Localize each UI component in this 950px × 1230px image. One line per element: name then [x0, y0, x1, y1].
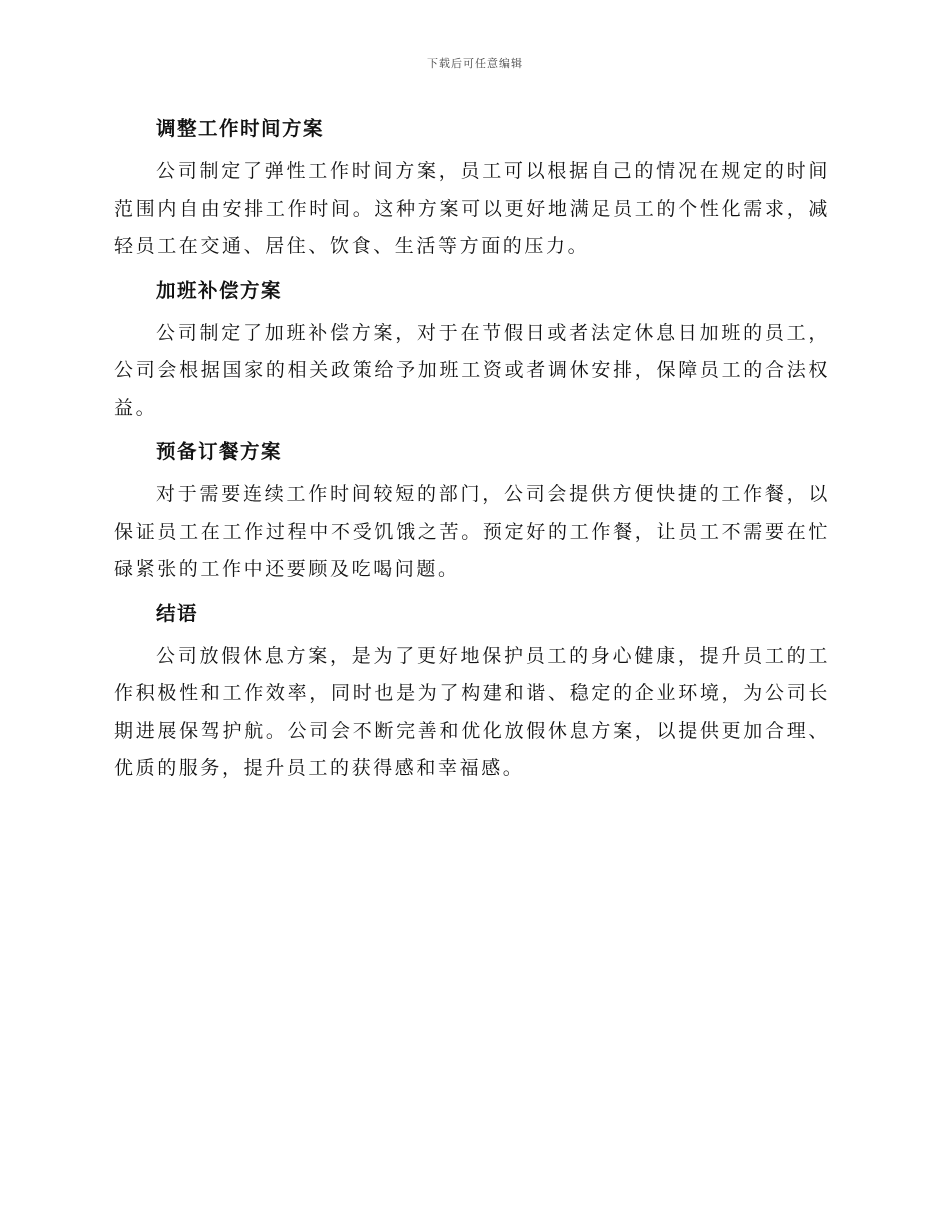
section-paragraph: 公司制定了弹性工作时间方案，员工可以根据自己的情况在规定的时间范围内自由安排工作时间。这种方案可以更好地满足员工的个性化需求，减轻员工在交通、居住、饮食、生活等方面的压力。: [114, 160, 830, 257]
section-title: 预备订餐方案: [156, 440, 283, 463]
section-title: 调整工作时间方案: [156, 117, 325, 140]
section-work-time: [114, 110, 830, 266]
section-paragraph: 公司放假休息方案，是为了更好地保护员工的身心健康，提升员工的工作积极性和工作效率，同时也是为了构建和谐、稳定的企业环境，为公司长期进展保驾护航。公司会不断完善和优化放假休息方案，以提供更加合理、优质的服务，提升员工的获得感和幸福感。: [114, 644, 830, 779]
header-note: 下载后可任意编辑: [427, 57, 523, 70]
section-title: 加班补偿方案: [156, 278, 283, 302]
section-meal: [114, 433, 830, 589]
section-conclusion: [114, 595, 830, 788]
section-paragraph: 对于需要连续工作时间较短的部门，公司会提供方便快捷的工作餐，以保证员工在工作过程中不受饥饿之苦。预定好的工作餐，让员工不需要在忙碌紧张的工作中还要顾及吃喝问题。: [114, 483, 830, 580]
section-overtime: [114, 272, 830, 428]
section-title: 结语: [156, 601, 199, 625]
section-paragraph: 公司制定了加班补偿方案，对于在节假日或者法定休息日加班的员工，公司会根据国家的相关政策给予加班工资或者调休安排，保障员工的合法权益。: [114, 321, 830, 419]
document-content: [114, 110, 830, 794]
